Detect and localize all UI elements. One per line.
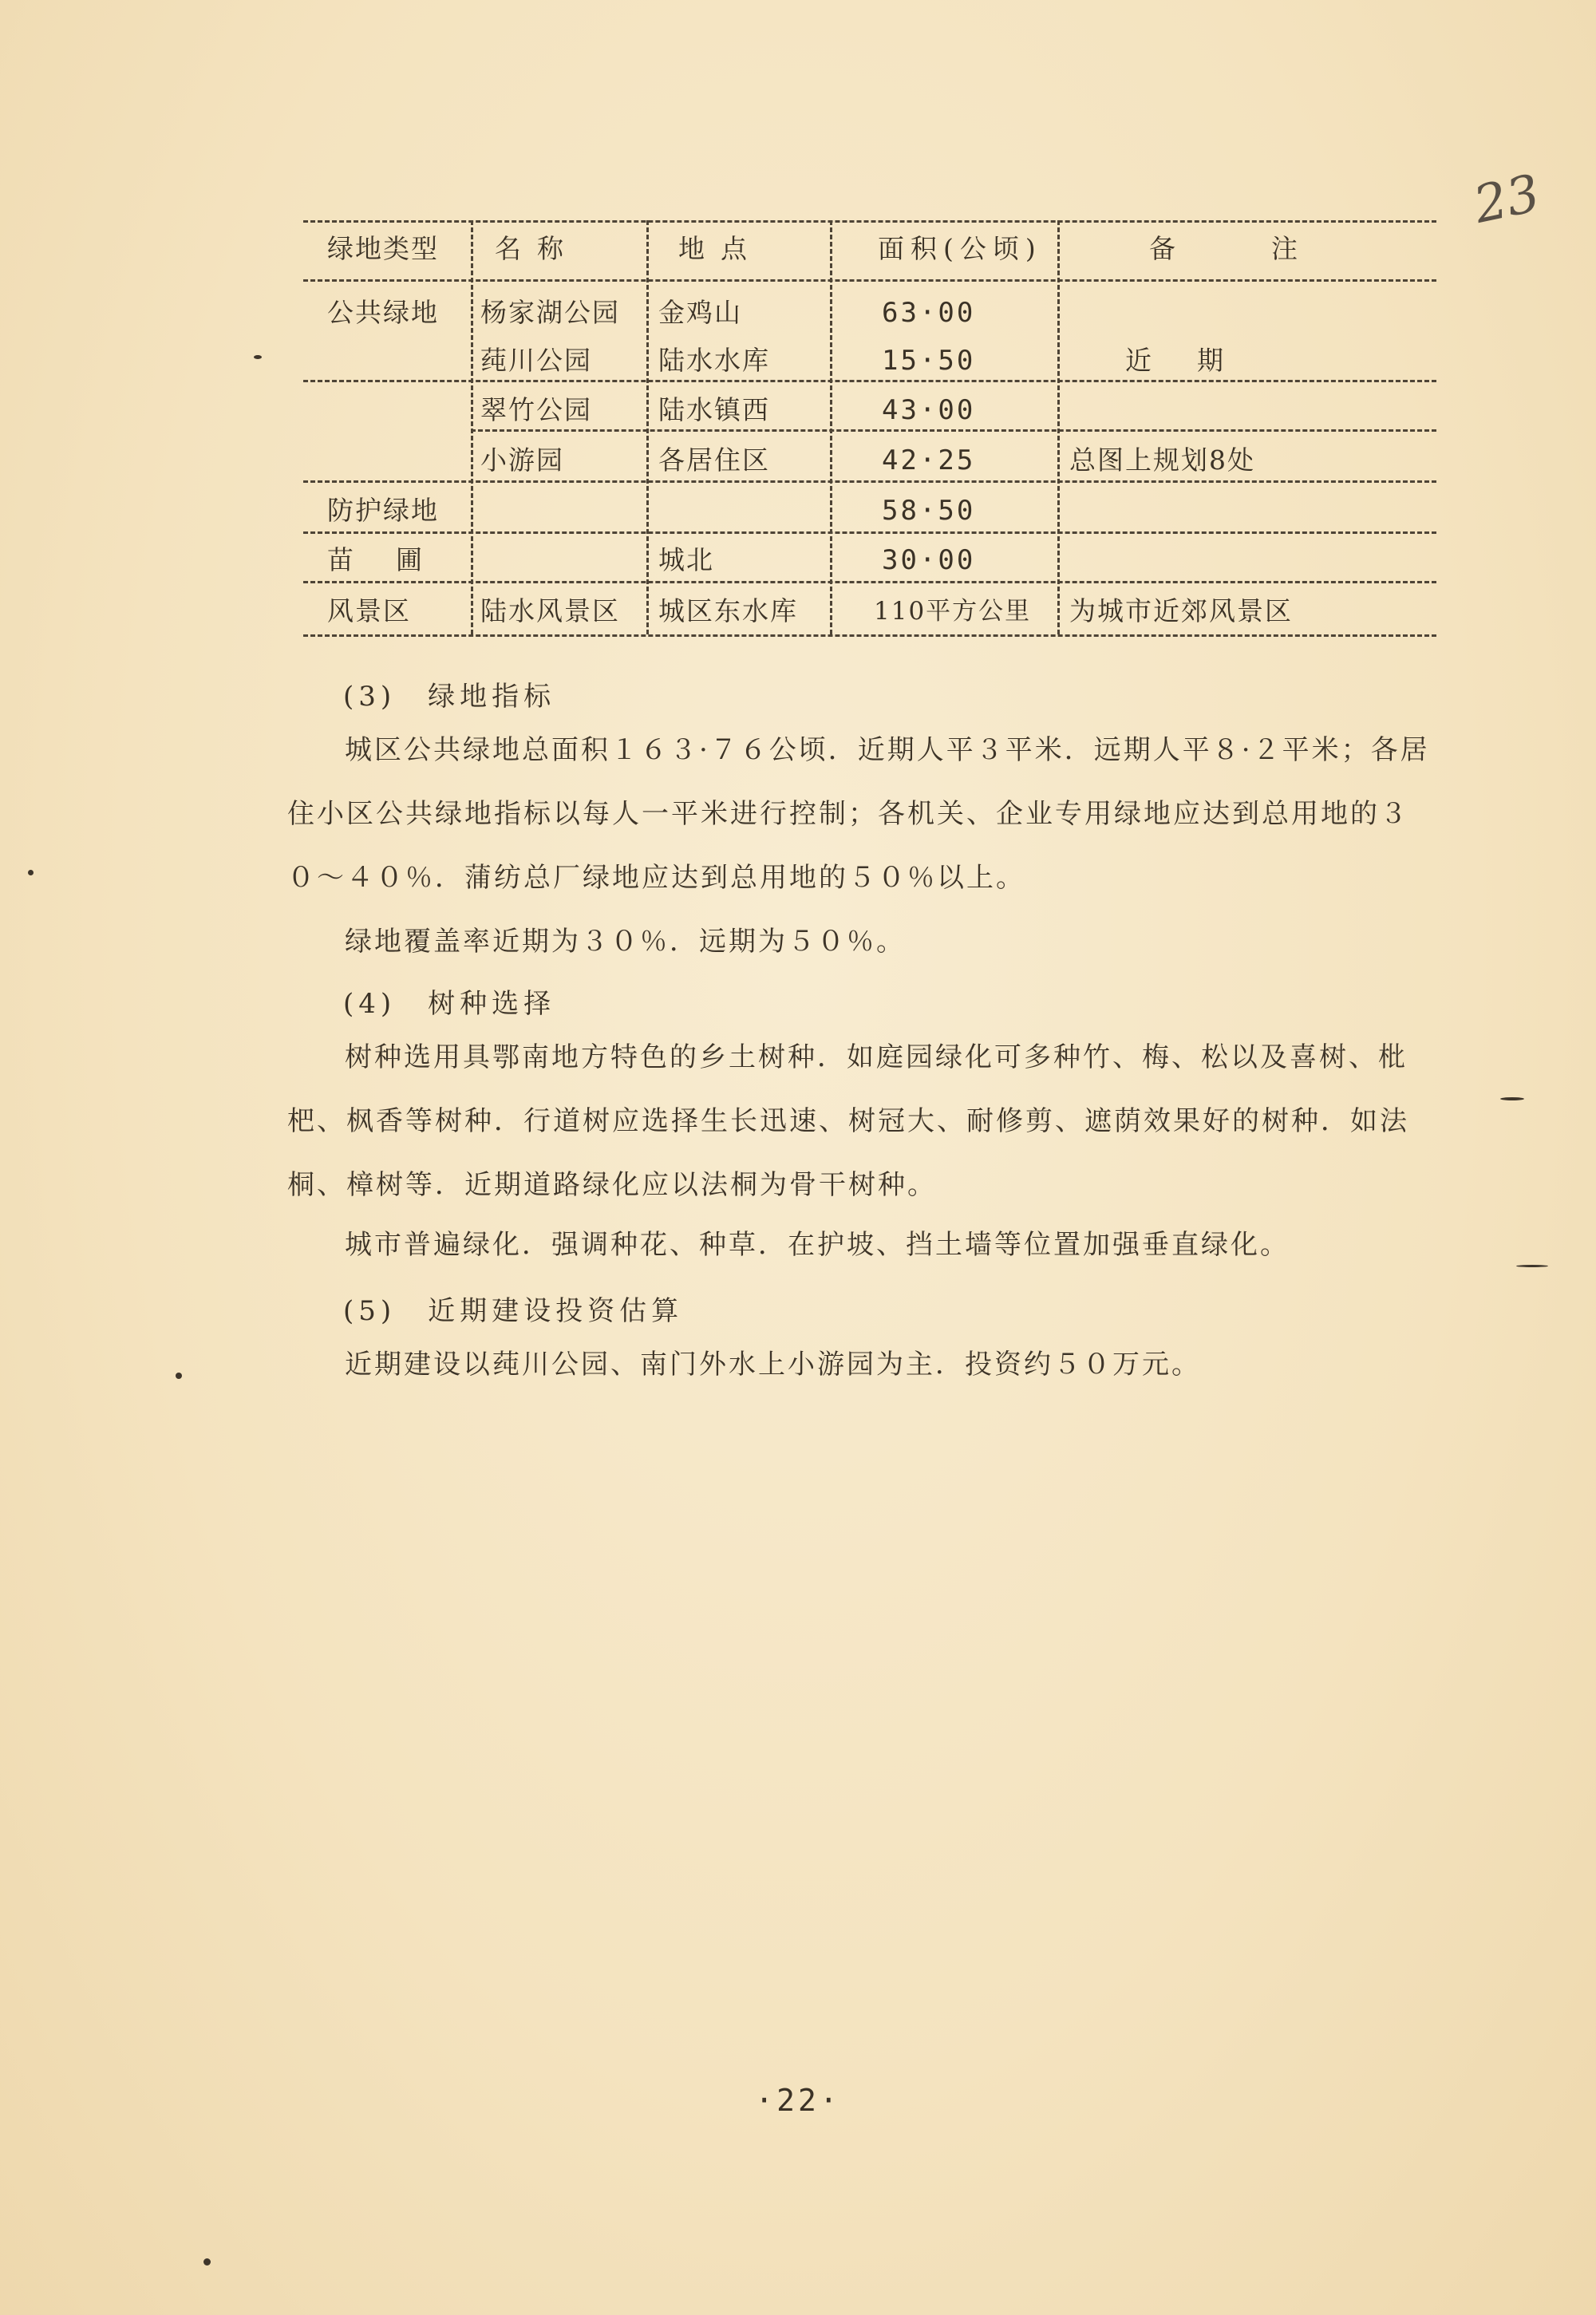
cell-name: 翠竹公园 [480, 394, 592, 425]
header-area: 面积(公顷) [878, 233, 1042, 264]
cell-name: 莼川公园 [480, 345, 592, 376]
section-4-paragraph-1: 树种选用具鄂南地方特色的乡土树种．如庭园绿化可多种竹、梅、松以及喜树、枇杷、枫香等树种．行道树应选择生长迅速、树冠大、耐修剪、遮荫效果好的树种．如法桐、樟树等．近期道路绿化应以法桐为骨干树种。 [287, 1041, 1409, 1201]
cell-area: 63·00 [882, 297, 976, 329]
section-3-heading: (3) 绿地指标 [343, 681, 556, 713]
table-row-border [303, 480, 1436, 483]
cell-area: 42·25 [882, 444, 976, 476]
table-top-border [303, 220, 1436, 223]
scan-speck [254, 355, 262, 359]
table-col-divider [1057, 220, 1060, 634]
cell-area: 15·50 [882, 345, 976, 377]
table-row-border [303, 531, 1436, 534]
cell-name: 陆水风景区 [480, 595, 620, 626]
cell-name: 小游园 [480, 444, 564, 476]
table-row-border [471, 429, 1436, 432]
cell-area: 30·00 [882, 544, 976, 576]
table-col-divider [471, 220, 473, 634]
table-row-border [303, 581, 1436, 583]
cell-place: 陆水水库 [658, 345, 770, 376]
cell-place: 城区东水库 [658, 595, 798, 626]
page-number: ·22· [755, 2083, 841, 2118]
cell-note: 总图上规划8处 [1069, 444, 1255, 476]
section-4-heading: (4) 树种选择 [343, 988, 556, 1020]
cell-place: 陆水镇西 [658, 394, 770, 425]
cell-name: 杨家湖公园 [480, 297, 620, 328]
table-header-border [303, 279, 1436, 282]
header-type: 绿地类型 [327, 233, 439, 264]
table-row-border [303, 380, 1436, 382]
section-5-paragraph-1: 近期建设以莼川公园、南门外水上小游园为主．投资约５０万元。 [345, 1349, 1201, 1381]
section-3-paragraph-2: 绿地覆盖率近期为３０％．远期为５０％。 [345, 926, 906, 958]
cell-note: 近 期 [1125, 345, 1233, 376]
header-note: 备注 [1149, 233, 1393, 264]
cell-type: 苗 圃 [327, 544, 430, 575]
cell-type: 公共绿地 [327, 297, 439, 328]
header-name: 名称 [495, 233, 579, 264]
scan-speck [1500, 1097, 1524, 1100]
scan-speck [203, 2258, 211, 2266]
table-col-divider [830, 220, 832, 634]
cell-note: 为城市近郊风景区 [1069, 595, 1293, 626]
section-5-heading: (5) 近期建设投资估算 [343, 1295, 684, 1327]
cell-area: 110平方公里 [874, 597, 1032, 626]
cell-place: 城北 [658, 544, 714, 575]
scan-speck [1516, 1265, 1548, 1267]
cell-place: 各居住区 [658, 444, 770, 476]
header-place: 地点 [678, 233, 763, 264]
scan-speck [28, 870, 34, 875]
cell-place: 金鸡山 [658, 297, 742, 328]
cell-type: 风景区 [327, 595, 411, 626]
section-3-paragraph-1: 城区公共绿地总面积１６３·７６公顷．近期人平３平米．远期人平８·２平米；各居住小区公共绿地指标以每人一平米进行控制；各机关、企业专用绿地应达到总用地的３０～４０％．蒲纺总厂绿地应达到总用地的５０％以上。 [287, 734, 1430, 894]
cell-area: 43·00 [882, 394, 976, 426]
section-4-paragraph-2: 城市普遍绿化．强调种花、种草．在护坡、挡土墙等位置加强垂直绿化。 [345, 1229, 1290, 1261]
scan-speck [176, 1373, 182, 1379]
cell-area: 58·50 [882, 495, 976, 527]
handwritten-page-mark: 23 [1468, 164, 1545, 235]
table-col-divider [646, 220, 649, 634]
cell-type: 防护绿地 [327, 495, 439, 526]
table-bottom-border [303, 634, 1436, 637]
